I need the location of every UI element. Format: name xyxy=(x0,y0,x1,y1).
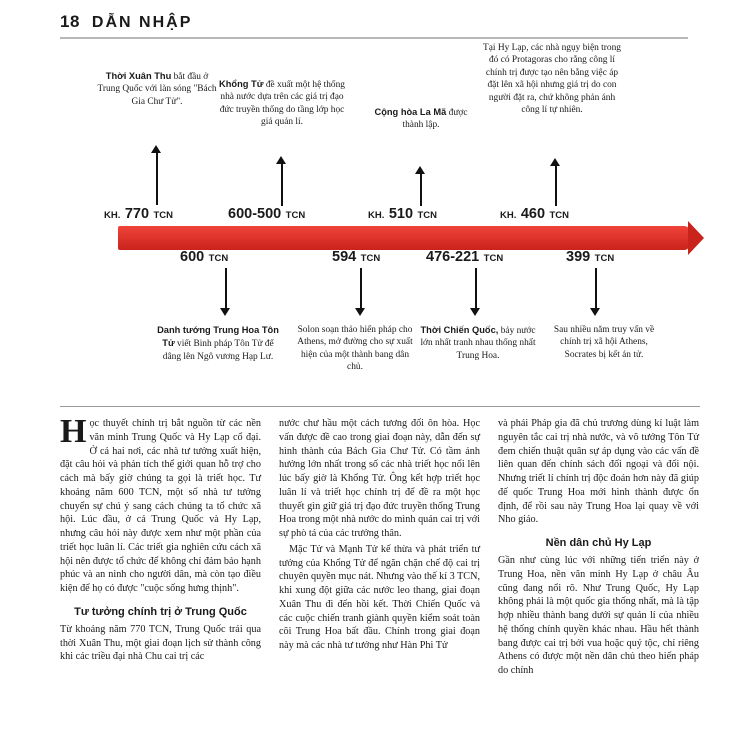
text-column-3 xyxy=(498,417,699,746)
timeline-date-above-3 xyxy=(368,205,437,223)
timeline-graphic xyxy=(60,40,700,400)
timeline-date-below-1 xyxy=(180,248,228,266)
timeline-date-below-3 xyxy=(426,248,503,266)
col3-paragraph-2: Gần như cùng lúc với những tiến triển này ở Trung Hoa, nền văn minh Hy Lạp ở châu Âu cũng đang nổi rõ. Như Trung Quốc, Hy Lạp không phải là một quốc gia thống nhất, mà là tập hợp nhiều thành bang dưới sự quản lí của nhiều hệ thống chính quyền khác nhau. Hầu hết thành bang được cai trị bởi vua hoặc quý tộc, chỉ riêng Athens có được một nền dân chủ theo hiến pháp do chính xyxy=(498,554,699,677)
timeline-note-above-2 xyxy=(218,78,346,129)
timeline-date-above-4-prefix: KH. xyxy=(500,210,517,221)
timeline-note-above-3 xyxy=(366,106,476,132)
timeline-note-below-2-text: Solon soạn thảo hiến pháp cho Athens, mở đường cho sự xuất hiện của một thành bang dân chủ. xyxy=(297,325,413,373)
timeline-date-below-2-suffix: TCN xyxy=(360,253,381,264)
timeline-date-below-4-suffix: TCN xyxy=(594,253,615,264)
timeline-note-above-4-text: Tại Hy Lạp, các nhà ngụy biện trong đó có Protagoras cho rằng công lí chính trị được tạo nên bằng việc áp đặt lên xã hội nhưng giá trị do con người đặt ra, chứ không phản ánh công lí tự nhiên. xyxy=(483,43,621,116)
timeline-note-below-3-lead: Thời Chiến Quốc, xyxy=(420,325,499,335)
timeline-note-above-3-lead: Cộng hòa La Mã xyxy=(374,107,447,117)
timeline-note-above-1-lead: Thời Xuân Thu xyxy=(105,71,172,81)
timeline-arrow-up-1 xyxy=(151,145,162,205)
timeline-note-below-4 xyxy=(544,324,664,361)
timeline-note-below-2 xyxy=(296,324,414,374)
drop-cap: H xyxy=(60,413,87,450)
timeline-date-above-3-value: 510 xyxy=(388,206,414,222)
timeline-note-below-1-text: viết Binh pháp Tôn Tử để dâng lên Ngô vương Hạp Lư. xyxy=(162,339,274,362)
timeline-date-below-1-value: 600 xyxy=(180,249,205,265)
timeline-date-above-2-value: 600-500 xyxy=(228,206,282,222)
col2-paragraph-1: nước chư hầu một cách tương đối ôn hòa. Học vấn được đề cao trong giai đoạn này, dẫn đến sự hình thành của Bách Gia Chư Tử. Có tầm ảnh hưởng lớn nhất trong số các nhà triết học nổi lên lúc bấy giờ là Khổng Tử. Ông kết hợp triết học luân lí và triết học chính trị để đề ra một học thuyết gìn giữ giá trị đạo đức truyền thống Trung Hoa trong một nhà nước do mình quản cai trị với sự phò tá của các trưởng thân. xyxy=(279,418,480,540)
timeline-note-below-3 xyxy=(420,324,536,362)
article-body xyxy=(60,406,700,746)
page-title: DẪN NHẬP xyxy=(91,14,193,31)
col3-paragraph-1: và phái Pháp gia đã chủ trương dùng kỉ luật làm nguyên tắc cai trị nhà nước, và võ tướng Tôn Tử đem chiến thuật quân sự áp dụng vào các vấn đề liên quan đến chính sách đối ngoại và đối nội. Nhưng triết lí chính trị độc đoán hơn này đã giúp đế quốc Trung Hoa mới hình thành được ổn định, để rồi sau này Trung Hoa lại quay về với Nho giáo. xyxy=(498,418,699,526)
timeline-date-below-4-value: 399 xyxy=(566,249,591,265)
timeline-date-below-4 xyxy=(566,248,614,266)
timeline-arrow-up-4 xyxy=(550,158,561,206)
timeline-date-below-2 xyxy=(332,248,380,266)
timeline-date-above-1-value: 770 xyxy=(124,206,150,222)
timeline-bar xyxy=(118,226,690,250)
timeline-note-below-1 xyxy=(156,324,280,363)
timeline-note-above-4 xyxy=(480,42,624,116)
col3-subheading: Nền dân chủ Hy Lạp xyxy=(545,537,652,550)
col1-subheading: Tư tưởng chính trị ở Trung Quốc xyxy=(74,605,247,618)
timeline-date-above-4-value: 460 xyxy=(520,206,546,222)
timeline-date-below-3-value: 476-221 xyxy=(426,249,480,265)
text-column-2 xyxy=(279,417,480,746)
timeline-arrow-down-4 xyxy=(590,268,601,316)
timeline-note-above-2-text: đề xuất một hệ thống nhà nước dựa trên các giá trị đạo đức truyền thống do tầng lớp học giả quản lí. xyxy=(219,80,345,128)
timeline-arrow-up-3 xyxy=(415,166,426,206)
timeline-arrow-down-1 xyxy=(220,268,231,316)
timeline-date-below-1-suffix: TCN xyxy=(208,253,229,264)
timeline-note-below-1-lead: Danh tướng Trung Hoa Tôn Tử xyxy=(157,325,279,349)
timeline-note-above-1-text: bắt đầu ở Trung Quốc với làn sóng "Bách Gia Chư Tử". xyxy=(97,72,217,107)
timeline-date-below-2-value: 594 xyxy=(332,249,357,265)
timeline-arrow-down-2 xyxy=(355,268,366,316)
page-number: 18 xyxy=(60,12,80,31)
timeline-note-above-1 xyxy=(96,70,218,108)
timeline-date-below-3-suffix: TCN xyxy=(483,253,504,264)
timeline-date-above-2-suffix: TCN xyxy=(285,210,306,221)
timeline-arrow-up-2 xyxy=(276,156,287,206)
col1-paragraph-2: Từ khoảng năm 770 TCN, Trung Quốc trải qua thời Xuân Thu, một giai đoạn lịch sử thành công khi các triều đại nhà Chu cai trị các xyxy=(60,623,261,663)
page-header xyxy=(60,12,688,39)
timeline-date-above-1-suffix: TCN xyxy=(153,210,174,221)
timeline-note-above-2-lead: Khổng Tử xyxy=(219,79,264,89)
timeline-date-above-4-suffix: TCN xyxy=(549,210,570,221)
timeline-note-above-3-text: được thành lập. xyxy=(402,108,468,131)
col1-paragraph-1: ọc thuyết chính trị bắt nguồn từ các nền văn minh Trung Quốc và Hy Lạp cổ đại. Ở cả hai nơi, các nhà tư tưởng xuất hiện, đặt câu hỏi và phản tích thể giới quan hỗ trợ cho cách mà bấy giờ chúng ta gọi là triết học. Tư khoảng năm 600 TCN, một số nhà tư tưởng chuyển sự chú ý sang cách chúng ta tổ chức xã hội. Lúc đầu, ở cả Trung Quốc và Hy Lạp, nhưng câu hỏi này được xem như một phần của triết học luân lí. Các triết gia nghiên cứu cách xã hội nên được tổ chức để không chỉ đảm bảo hạnh phúc và an ninh cho người dân, mà còn tạo điều kiện để họ có được "cuộc sống hưng thịnh". xyxy=(60,418,261,595)
timeline-date-above-3-prefix: KH. xyxy=(368,210,385,221)
col2-paragraph-2: Mặc Tử và Mạnh Tử kế thừa và phát triển tư tưởng của Khổng Tử để ngăn chặn chế độ cai trị chuyên quyền mục nát. Nhưng vào thế kỉ 3 TCN, khi xung đột giữa các nước leo thang, giai đoạn Xuân Thu đi đến hồi kết. Thời Chiến Quốc và các cuộc chiến tranh giành quyền kiểm soát toàn cõi Trung Hoa bất đầu. Chính trong giai đoạn này mà các nhà tư tưởng như Hàn Phi Tử xyxy=(279,543,480,652)
timeline-note-below-3-text: bảy nước lớn nhất tranh nhau thống nhất Trung Hoa. xyxy=(420,326,536,361)
timeline-date-above-4 xyxy=(500,205,569,223)
timeline-note-below-4-text: Sau nhiều năm truy vấn về chính trị xã hội Athens, Socrates bị kết án tử. xyxy=(553,325,655,360)
timeline-arrow-down-3 xyxy=(470,268,481,316)
timeline-date-above-1 xyxy=(104,205,173,223)
timeline-date-above-2 xyxy=(228,205,305,223)
timeline-date-above-3-suffix: TCN xyxy=(417,210,438,221)
timeline-date-above-1-prefix: KH. xyxy=(104,210,121,221)
text-column-1 xyxy=(60,413,261,746)
